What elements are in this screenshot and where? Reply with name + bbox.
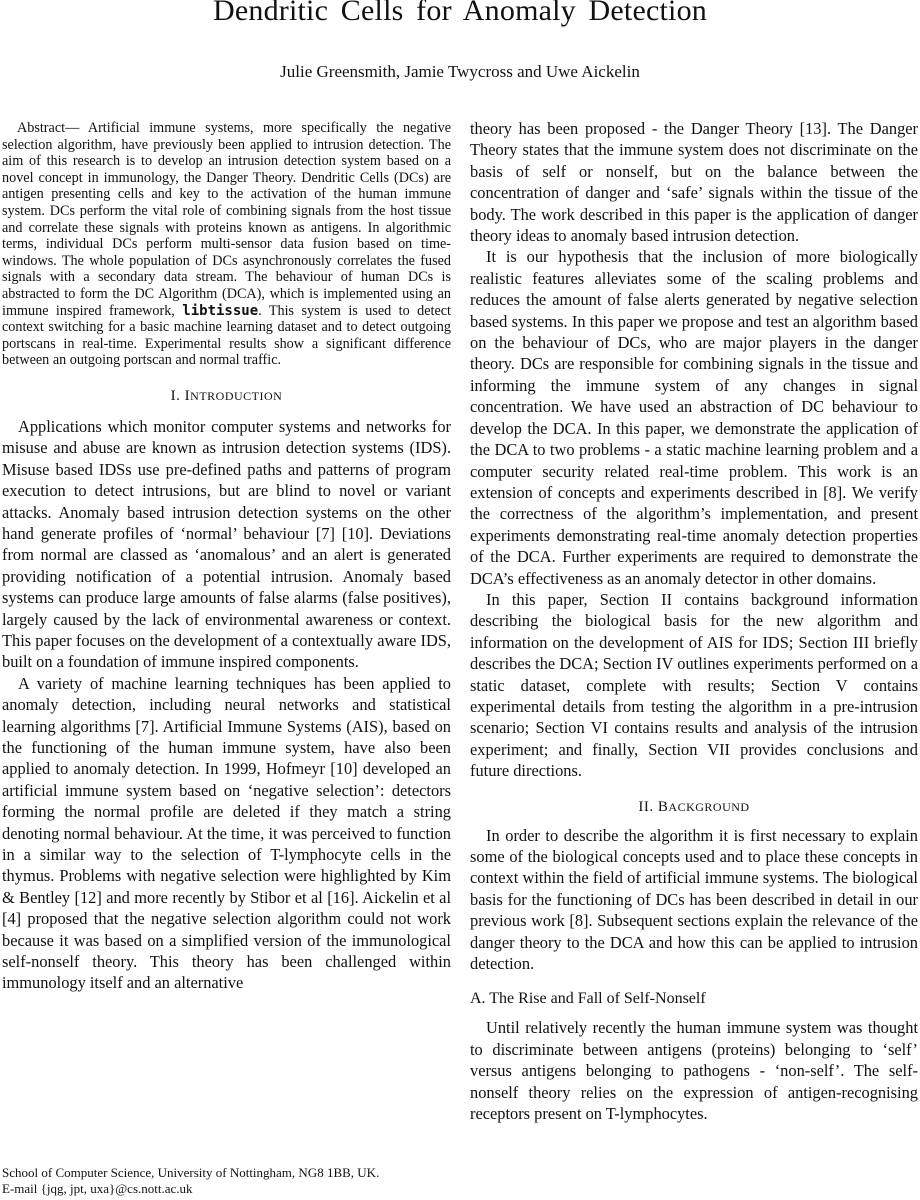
right-paragraph-3: In this paper, Section II contains background information describing the biological basis for the new algorithm and information on the development of AIS for IDS; Section III briefly describes the DCA; Section IV outlines experiments performed on a static dataset, complete with results; Section V contains experimental details from testing the algorithm in a pre-intrusion scenario; Section VI contains results and analysis of the intrusion experiment; and finally, Section VII provides conclusions and future directions. xyxy=(470,589,918,781)
footnote xyxy=(2,1165,451,1197)
paper-title: Dendritic Cells for Anomaly Detection xyxy=(213,0,707,27)
section-initial: B xyxy=(657,798,669,815)
left-column xyxy=(2,120,451,994)
footnote-email: E-mail {jqg, jpt, uxa}@cs.nott.ac.uk xyxy=(2,1181,193,1196)
author-list: Julie Greensmith, Jamie Twycross and Uwe Aickelin xyxy=(280,62,640,81)
section-heading-introduction xyxy=(2,388,451,405)
section-initial: I xyxy=(184,387,191,404)
self-nonself-paragraph-1: Until relatively recently the human immune system was thought to discriminate between antigens (proteins) belonging to ‘self’ versus antigens belonging to pathogens - ‘non-self’. The self-nonself theory relies on the expression of antigen-recognising receptors present on T-lymphocytes. xyxy=(470,1018,918,1124)
section-title-rest: ACKGROUND xyxy=(668,799,750,814)
abstract-tail: . This system is used to detect context switching for a basic machine learning dataset and to detect outgoing portscans in real-time. Experimental results show a significant difference between an outgoing portscan and normal traffic. xyxy=(2,302,451,369)
background-paragraph-1: In order to describe the algorithm it is first necessary to explain some of the biological concepts used and to place these concepts in context within the field of artificial immune systems. The biological basis for the functioning of DCs has been described in detail in our previous work [8]. Subsequent sections explain the relevance of the danger theory to the DCA and how this can be applied to intrusion detection. xyxy=(470,825,918,974)
section-heading-background xyxy=(470,799,918,816)
right-paragraph-1: theory has been proposed - the Danger Theory [13]. The Danger Theory states that the immune system does not discriminate on the basis of self or nonself, but on the balance between the concentration of danger and ‘safe’ signals within the tissue of the body. The work described in this paper is the application of danger theory ideas to anomaly based intrusion detection. xyxy=(470,119,918,246)
subsection-heading-self-nonself: A. The Rise and Fall of Self-Nonself xyxy=(470,990,706,1008)
intro-paragraph-2: A variety of machine learning techniques has been applied to anomaly detection, including neural networks and statistical learning algorithms [7]. Artificial Immune Systems (AIS), based on the functioning of the human immune system, have also been applied to anomaly detection. In 1999, Hofmeyr [10] developed an artificial immune system based on ‘negative selection’: detectors forming the normal profile are deleted if they match a string denoting normal behaviour. At the time, it was perceived to function in a similar way to the selection of T-lymphocyte cells in the thymus. Problems with negative selection were highlighted by Kim & Bentley [12] and more recently by Stibor et al [16]. Aickelin et al [4] proposed that the negative selection algorithm could not work because it was based on a simplified version of the immunological self-nonself theory. This theory has been challenged within immunology itself and an alternative xyxy=(2,673,451,993)
intro-paragraph-1: Applications which monitor computer systems and networks for misuse and abuse are known as intrusion detection systems (IDS). Misuse based IDSs use pre-defined paths and patterns of program execution to detect intrusions, but are blind to novel or variant attacks. Anomaly based intrusion detection systems on the other hand generate profiles of ‘normal’ behaviour [7] [10]. Deviations from normal are classed as ‘anomalous’ and an alert is generated providing notification of a potential intrusion. Anomaly based systems can produce large amounts of false alarms (false positives), largely caused by the lack of environmental awareness or context. This paper focuses on the development of a contextually aware IDS, built on a foundation of immune inspired components. xyxy=(2,416,451,672)
right-paragraph-2: It is our hypothesis that the inclusion of more biologically realistic features alleviates some of the scaling problems and reduces the amount of false alerts generated by negative selection based systems. In this paper we propose and test an algorithm based on the behaviour of DCs, who are major players in the danger theory. DCs are responsible for combining signals in the tissue and informing the immune system of any changes in signal concentration. We have used an abstraction of DC behaviour to develop the DCA. In this paper, we demonstrate the application of the DCA to two problems - a static machine learning problem and a computer security related real-time problem. This work is an extension of concepts and experiments described in [8]. We verify the correctness of the algorithm’s implementation, and present experiments demonstrating real-time anomaly detection properties of the DCA. Further experiments are required to demonstrate the DCA’s effectiveness as an anomaly detector in other domains. xyxy=(470,247,918,588)
section-title-rest: NTRODUCTION xyxy=(190,388,283,403)
abstract-code-term: libtissue xyxy=(182,302,259,319)
abstract-lead: Abstract— Artificial immune systems, more specifically the negative selection algorithm, have previously been applied to intrusion detection. The aim of this research is to develop an intrusion detection system based on a novel concept in immunology, the Danger Theory. Dendritic Cells (DCs) are antigen presenting cells and key to the activation of the human immune system. DCs perform the vital role of combining signals from the host tissue and correlate these signals with proteins known as antigens. In algorithmic terms, individual DCs perform multi-sensor data fusion based on time-windows. The whole population of DCs asynchronously correlates the fused signals with a secondary data stream. The behaviour of human DCs is abstracted to form the DC Algorithm (DCA), which is implemented using an immune inspired framework, xyxy=(2,120,451,319)
abstract xyxy=(2,120,451,369)
footnote-affiliation: School of Computer Science, University of Nottingham, NG8 1BB, UK. xyxy=(2,1165,380,1180)
right-column xyxy=(470,118,918,1124)
section-number: I. xyxy=(170,387,181,404)
section-number: II. xyxy=(638,798,654,815)
